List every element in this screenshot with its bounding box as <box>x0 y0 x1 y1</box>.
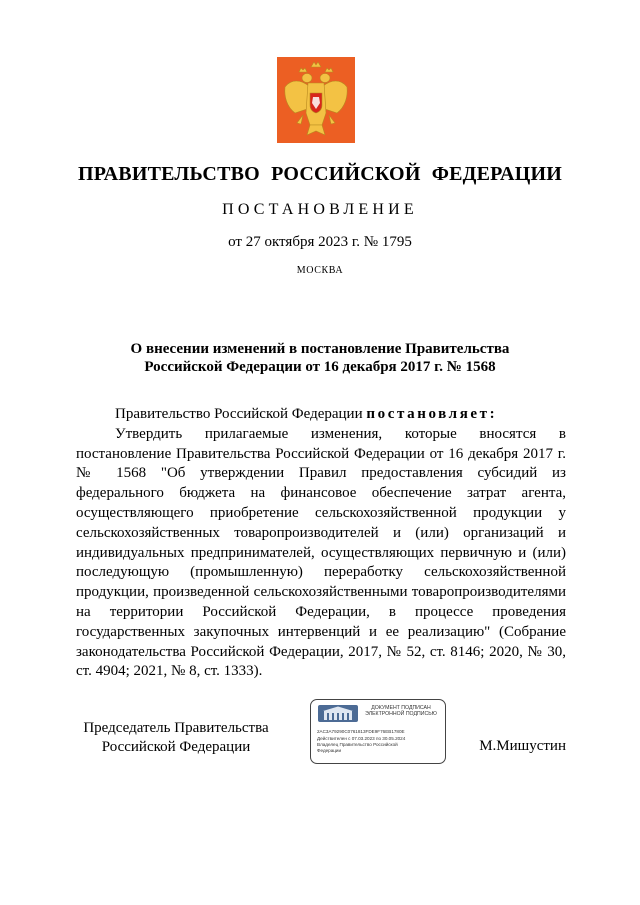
electronic-signature-stamp <box>310 699 446 764</box>
document-place: МОСКВА <box>296 265 344 276</box>
decrees-word: постановляет: <box>366 406 498 422</box>
signer-name: М.Мишустин <box>479 738 566 754</box>
subject-line-1: О внесении изменений в постановление Правительства <box>130 341 510 357</box>
signer-position-line-2: Российской Федерации <box>101 739 251 755</box>
esig-title-line-2: ЭЛЕКТРОННОЙ ПОДПИСЬЮ <box>365 711 437 718</box>
document-type: ПОСТАНОВЛЕНИЕ <box>222 201 418 218</box>
document-date-number: от 27 октября 2023 г. № 1795 <box>228 234 412 250</box>
esig-title <box>357 705 445 717</box>
government-building-icon <box>318 705 358 722</box>
coat-of-arms-emblem <box>277 57 355 143</box>
esig-title-line-1: ДОКУМЕНТ ПОДПИСАН <box>371 705 431 711</box>
signer-position-line-1: Председатель Правительства <box>83 720 269 736</box>
decree-intro <box>76 405 566 425</box>
document-body <box>76 405 566 682</box>
decree-paragraph: Утвердить прилагаемые изменения, которые вносятся в постановление Правительства Российской Федерации от 16 декабря 2017 г. № 1568 "Об утверждении Правил предоставления субсидий из федерального бюджета на финансовое обеспечение затрат агента, осуществляющего приобретение сельскохозяйственной продукции у сельскохозяйственных товаропроизводителей и (или) организаций и индивидуальных предпринимателей, осуществляющих первичную и (или) последующую (промышленную) переработку сельскохозяйственной продукции, произведенной сельскохозяйственными товаропроизводителями на территории Российской Федерации, в процессе проведения государственных закупочных интервенций и ее реализацию" (Собрание законодательства Российской Федерации, 2017, № 52, ст. 8146; 2020, № 30, ст. 4904; 2021, № 8, ст. 1333). <box>76 425 566 680</box>
russian-coat-of-arms-icon <box>277 57 355 143</box>
government-title: ПРАВИТЕЛЬСТВО РОССИЙСКОЙ ФЕДЕРАЦИИ <box>78 163 562 185</box>
intro-prefix: Правительство Российской Федерации <box>115 406 367 422</box>
subject-line-2: Российской Федерации от 16 декабря 2017 г. № 1568 <box>144 359 496 375</box>
esig-certificate: 2AC3A79290C0761813FDE9F76EB1780E <box>317 729 405 734</box>
signer-position <box>76 719 276 757</box>
esig-owner-line-2: Федерации <box>317 748 342 753</box>
document-subject <box>0 340 640 376</box>
esig-validity: Действителен с 07.03.2023 по 30.05.2024 <box>317 736 406 741</box>
esig-owner-line-1: Владелец Правительство Российской <box>317 742 398 747</box>
